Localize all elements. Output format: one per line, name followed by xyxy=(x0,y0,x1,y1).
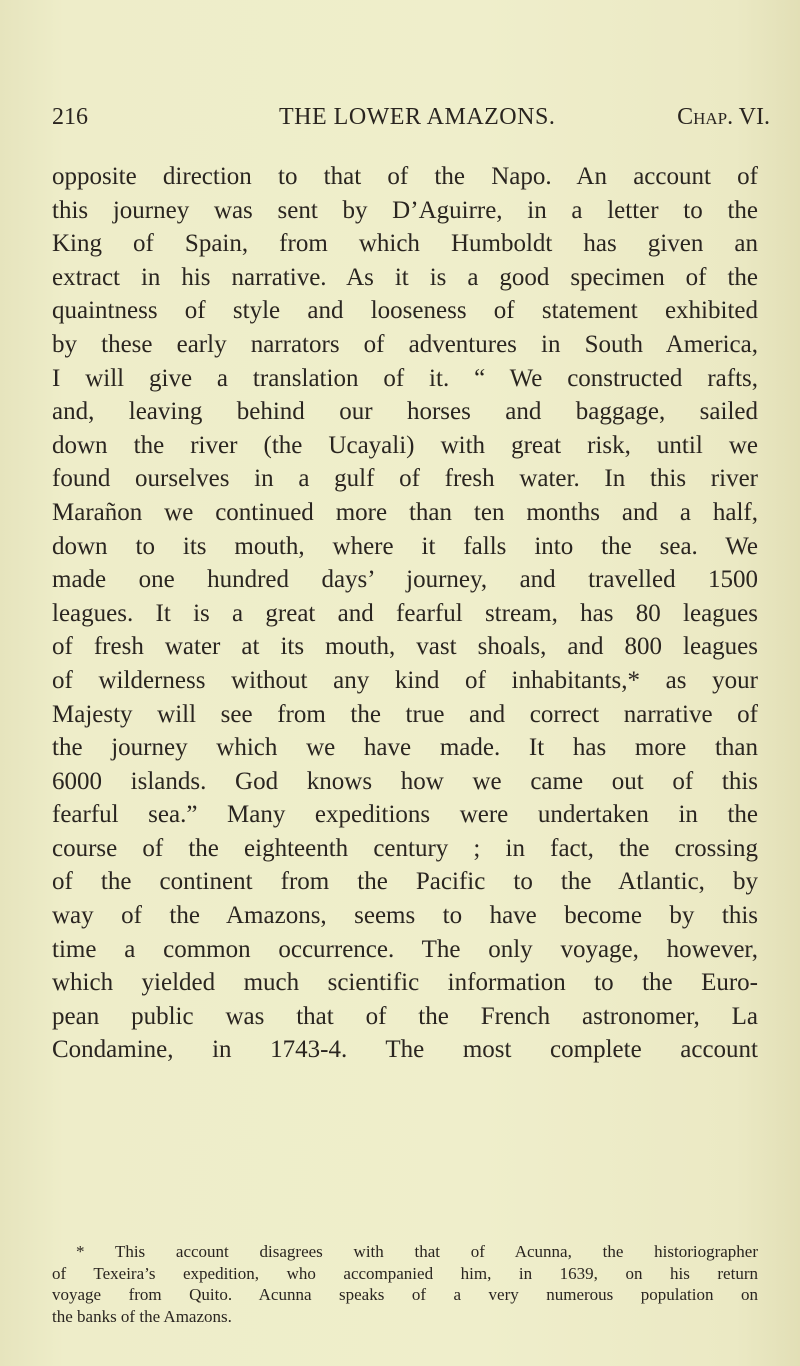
text-line: extract in his narrative. As it is a good specimen of the xyxy=(52,263,758,291)
text-line: of the continent from the Pacific to the Atlantic, by xyxy=(52,868,758,896)
text-line: of wilderness without any kind of inhabitants,* as your xyxy=(52,666,758,694)
page-header xyxy=(52,104,770,144)
footnote-line: voyage from Quito. Acunna speaks of a very numerous population on xyxy=(52,1285,758,1304)
main-text xyxy=(52,160,758,1067)
text-line: of fresh water at its mouth, vast shoals, and 800 leagues xyxy=(52,633,758,661)
running-title: THE LOWER AMAZONS. xyxy=(279,104,556,130)
text-line: by these early narrators of adventures in South America, xyxy=(52,330,758,358)
footnote-line: the banks of the Amazons. xyxy=(52,1306,232,1326)
text-line: way of the Amazons, seems to have become by this xyxy=(52,902,758,930)
text-line: 6000 islands. God knows how we came out of this xyxy=(52,767,758,795)
text-line: pean public was that of the French astronomer, La xyxy=(52,1002,758,1030)
text-line: this journey was sent by D’Aguirre, in a letter to the xyxy=(52,196,758,224)
text-line: fearful sea.” Many expeditions were undertaken in the xyxy=(52,801,758,829)
footnote-line: * This account disagrees with that of Acunna, the historiographer xyxy=(76,1242,758,1261)
text-line: Marañon we continued more than ten months and a half, xyxy=(52,498,758,526)
text-line: which yielded much scientific information to the Euro- xyxy=(52,969,758,997)
text-line: and, leaving behind our horses and baggage, sailed xyxy=(52,398,758,426)
text-line: made one hundred days’ journey, and travelled 1500 xyxy=(52,566,758,594)
footnote xyxy=(52,1241,758,1327)
text-line: opposite direction to that of the Napo. An account of xyxy=(52,163,758,190)
text-line: the journey which we have made. It has more than xyxy=(52,734,758,762)
chapter-label: Chap. VI. xyxy=(677,104,770,130)
text-line: found ourselves in a gulf of fresh water. In this river xyxy=(52,465,758,493)
text-line: Majesty will see from the true and correct narrative of xyxy=(52,700,758,728)
text-line: down the river (the Ucayali) with great risk, until we xyxy=(52,431,758,459)
footnote-line: of Texeira’s expedition, who accompanied him, in 1639, on his return xyxy=(52,1263,758,1283)
text-line: course of the eighteenth century ; in fact, the crossing xyxy=(52,834,758,862)
text-line: leagues. It is a great and fearful stream, has 80 leagues xyxy=(52,599,758,627)
text-line: King of Spain, from which Humboldt has given an xyxy=(52,230,758,258)
text-line: quaintness of style and looseness of statement exhibited xyxy=(52,297,758,325)
text-line: I will give a translation of it. “ We constructed rafts, xyxy=(52,364,758,392)
text-line: down to its mouth, where it falls into the sea. We xyxy=(52,532,758,560)
text-line: time a common occurrence. The only voyage, however, xyxy=(52,935,758,963)
page-number: 216 xyxy=(52,104,88,130)
text-line: Condamine, in 1743-4. The most complete account xyxy=(52,1036,758,1064)
